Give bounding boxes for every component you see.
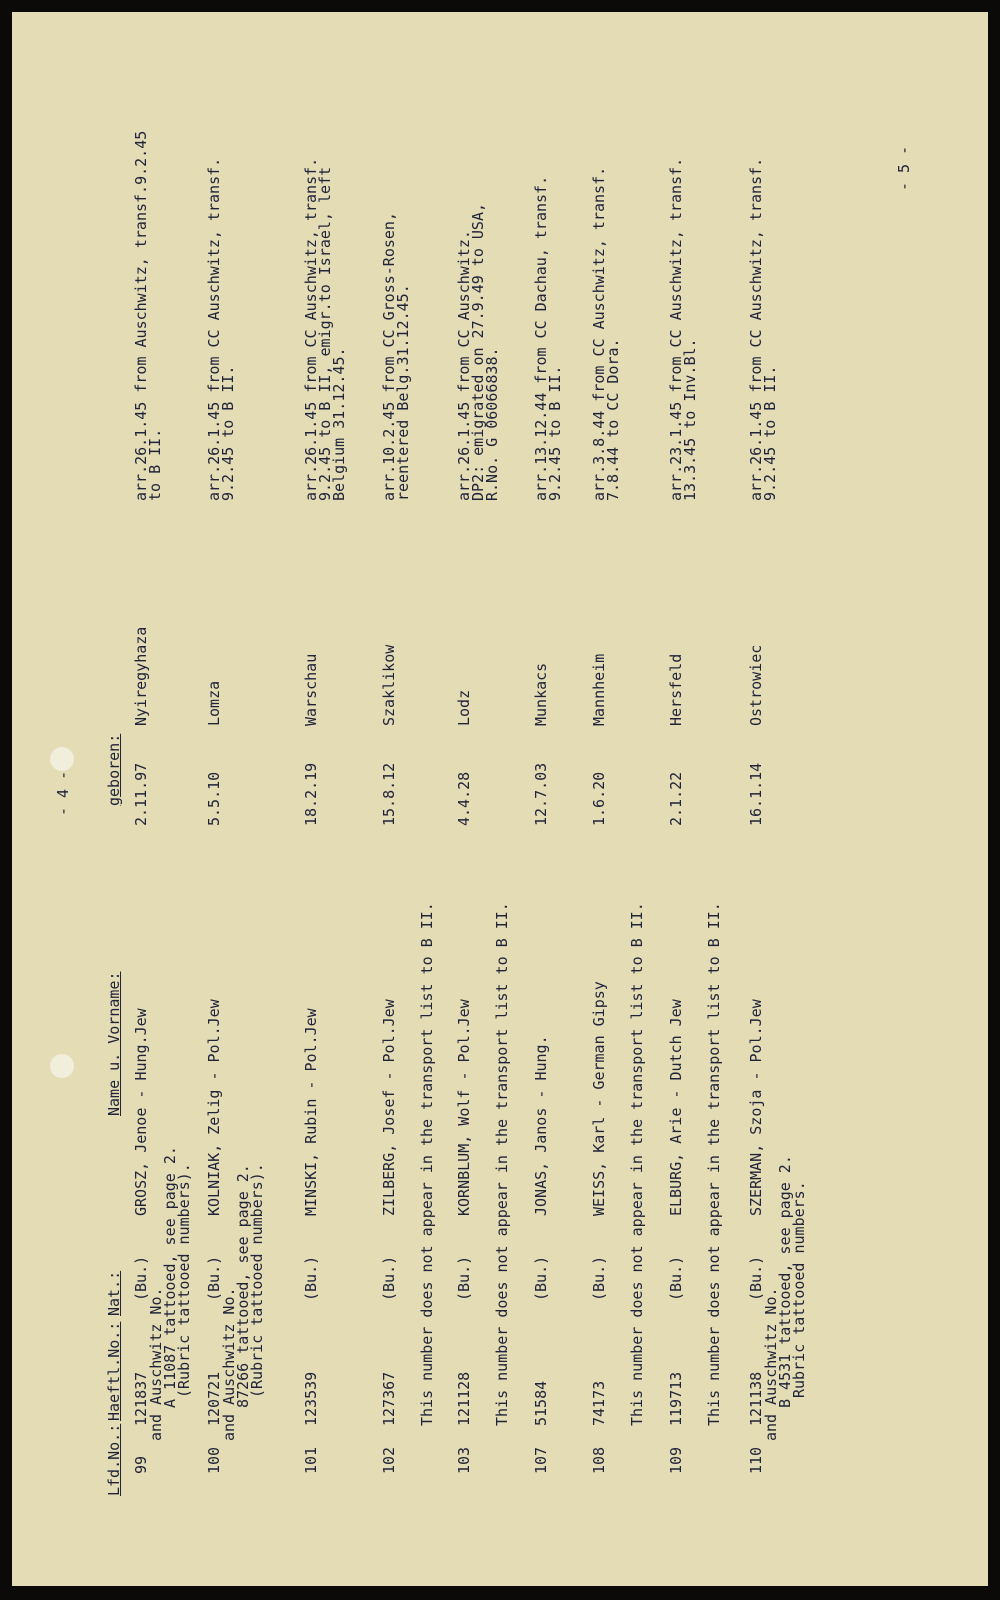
header-lfd: Lfd.No.: — [105, 1423, 123, 1496]
entry-haeftl-no: 121138 — [747, 1371, 765, 1426]
entry-remark-line: DP2: emigrated on 27.9.49 to USA, — [469, 202, 487, 501]
entry-haeftl-no: 120721 — [205, 1371, 223, 1426]
entry-auschwitz-note-line: A 11087 tattooed, see page 2. — [161, 1146, 179, 1408]
entry-lfd-no: 101 — [302, 1446, 320, 1474]
entry-nat: (Bu.) — [747, 1255, 765, 1301]
entry-auschwitz-note-line: B 4531 tattooed, see page 2. — [776, 1155, 794, 1408]
entry-born: 2.11.97 — [132, 762, 150, 826]
entry-name: GROSZ, Jenoe - Hung.Jew — [132, 1008, 150, 1216]
entry-auschwitz-note-line: and Auschwitz No. — [147, 1287, 165, 1441]
entry-lfd-no: 107 — [532, 1446, 550, 1474]
entry-auschwitz-note-line: Rubric tattooed numbers. — [790, 1181, 808, 1398]
entry-auschwitz-note-line: (Rubric tattooed numbers). — [248, 1163, 266, 1398]
entry-name: KORNBLUM, Wolf - Pol.Jew — [455, 999, 473, 1216]
entry-birthplace: Nyiregyhaza — [132, 626, 150, 726]
entry-remark-line: 9.2.45 to B II. — [761, 365, 779, 501]
entry-birthplace: Munkacs — [532, 662, 550, 726]
entry-haeftl-no: 121128 — [455, 1371, 473, 1426]
entry-remark-line: arr.13.12.44 from CC Dachau, transf. — [532, 175, 550, 501]
entry-transport-note: This number does not appear in the transport list to B II. — [418, 902, 436, 1426]
entry-birthplace: Szaklikow — [380, 644, 398, 726]
entry-nat: (Bu.) — [532, 1255, 550, 1301]
entry-remark-line: arr.23.1.45 from CC Auschwitz, transf. — [667, 157, 685, 501]
entry-name: KOLNIAK, Zelig - Pol.Jew — [205, 999, 223, 1216]
punch-hole — [50, 747, 74, 771]
entry-auschwitz-note-line: and Auschwitz No. — [762, 1287, 780, 1441]
entry-nat: (Bu.) — [455, 1255, 473, 1301]
entry-haeftl-no: 74173 — [590, 1380, 608, 1426]
page-number-bottom: - 5 - — [895, 145, 913, 191]
entry-birthplace: Warschau — [302, 653, 320, 726]
entry-remark-line: 13.3.45 to Inv.Bl. — [681, 338, 699, 501]
header-name: Name u. Vorname: — [105, 971, 123, 1116]
page-number-top: - 4 - — [54, 770, 72, 816]
entry-born: 4.4.28 — [455, 771, 473, 826]
entry-lfd-no: 110 — [747, 1446, 765, 1474]
entry-born: 16.1.14 — [747, 762, 765, 826]
entry-birthplace: Lodz — [455, 689, 473, 726]
entry-birthplace: Ostrowiec — [747, 644, 765, 726]
entry-born: 15.8.12 — [380, 762, 398, 826]
entry-remark-line: R.No. G 06066838. — [483, 347, 501, 501]
entry-remark-line: arr.3.8.44 from CC Auschwitz, transf. — [590, 166, 608, 501]
entry-birthplace: Hersfeld — [667, 653, 685, 726]
entry-remark-line: reentered Belg.31.12.45. — [394, 284, 412, 501]
header-geboren: geboren: — [105, 733, 123, 806]
entry-born: 12.7.03 — [532, 762, 550, 826]
entry-remark-line: 7.8.44 to CC Dora. — [604, 338, 622, 501]
entry-transport-note: This number does not appear in the transport list to B II. — [705, 902, 723, 1426]
entry-name: ELBURG, Arie - Dutch Jew — [667, 999, 685, 1216]
entry-name: ZILBERG, Josef - Pol.Jew — [380, 999, 398, 1216]
punch-hole — [50, 1054, 74, 1078]
entry-remark-line: arr.26.1.45 from CC Auschwitz, transf. — [205, 157, 223, 501]
entry-name: SZERMAN, Szoja - Pol.Jew — [747, 999, 765, 1216]
entry-haeftl-no: 127367 — [380, 1371, 398, 1426]
entry-born: 1.6.20 — [590, 771, 608, 826]
entry-lfd-no: 108 — [590, 1446, 608, 1474]
entry-birthplace: Mannheim — [590, 653, 608, 726]
entry-remark-line: arr.26.1.45 from CC Auschwitz. — [455, 230, 473, 501]
entry-remark-line: arr.26.1.45 from CC Auschwitz, transf. — [747, 157, 765, 501]
entry-nat: (Bu.) — [590, 1255, 608, 1301]
entry-nat: (Bu.) — [302, 1255, 320, 1301]
entry-haeftl-no: 123539 — [302, 1371, 320, 1426]
entry-born: 2.1.22 — [667, 771, 685, 826]
entry-lfd-no: 103 — [455, 1446, 473, 1474]
entry-remark-line: 9.2.45 to B II. — [546, 365, 564, 501]
rotated-list — [12, 12, 988, 1586]
entry-nat: (Bu.) — [667, 1255, 685, 1301]
entry-remark-line: to B II. — [146, 428, 164, 501]
entry-haeftl-no: 121837 — [132, 1371, 150, 1426]
entry-haeftl-no: 51584 — [532, 1380, 550, 1426]
entry-remark-line: 9.2.45 to B II, emigr.to Israel, left — [316, 166, 334, 501]
entry-auschwitz-note-line: (Rubric tattooed numbers). — [175, 1163, 193, 1398]
entry-nat: (Bu.) — [132, 1255, 150, 1301]
entry-lfd-no: 109 — [667, 1446, 685, 1474]
entry-name: WEISS, Karl - German Gipsy — [590, 981, 608, 1216]
entry-remark-line: Belgium 31.12.45. — [330, 347, 348, 501]
entry-birthplace: Lomza — [205, 680, 223, 726]
entry-remark-line: arr.26.1.45 from Auschwitz, transf.9.2.45 — [132, 130, 150, 501]
entry-name: JONAS, Janos - Hung. — [532, 1035, 550, 1216]
entry-haeftl-no: 119713 — [667, 1371, 685, 1426]
entry-transport-note: This number does not appear in the transport list to B II. — [493, 902, 511, 1426]
document-page — [12, 12, 988, 1586]
entry-remark-line: arr.10.2.45 from CC Gross-Rosen, — [380, 212, 398, 501]
entry-auschwitz-note-line: 87266 tattooed, see page 2. — [234, 1164, 252, 1408]
entry-remark-line: 9.2.45 to B II. — [219, 365, 237, 501]
entry-lfd-no: 102 — [380, 1446, 398, 1474]
entry-transport-note: This number does not appear in the transport list to B II. — [628, 902, 646, 1426]
entry-remark-line: arr.26.1.45 from CC Auschwitz, transf. — [302, 157, 320, 501]
entry-auschwitz-note-line: and Auschwitz No. — [220, 1287, 238, 1441]
entry-born: 18.2.19 — [302, 762, 320, 826]
entry-name: MINSKI, Rubin - Pol.Jew — [302, 1008, 320, 1216]
entry-lfd-no: 99 — [132, 1455, 150, 1474]
header-haeftl: Haeftl.No.: — [105, 1321, 123, 1421]
header-nat: Nat.: — [105, 1270, 123, 1316]
entry-nat: (Bu.) — [205, 1255, 223, 1301]
entry-lfd-no: 100 — [205, 1446, 223, 1474]
entry-born: 5.5.10 — [205, 771, 223, 826]
entry-nat: (Bu.) — [380, 1255, 398, 1301]
